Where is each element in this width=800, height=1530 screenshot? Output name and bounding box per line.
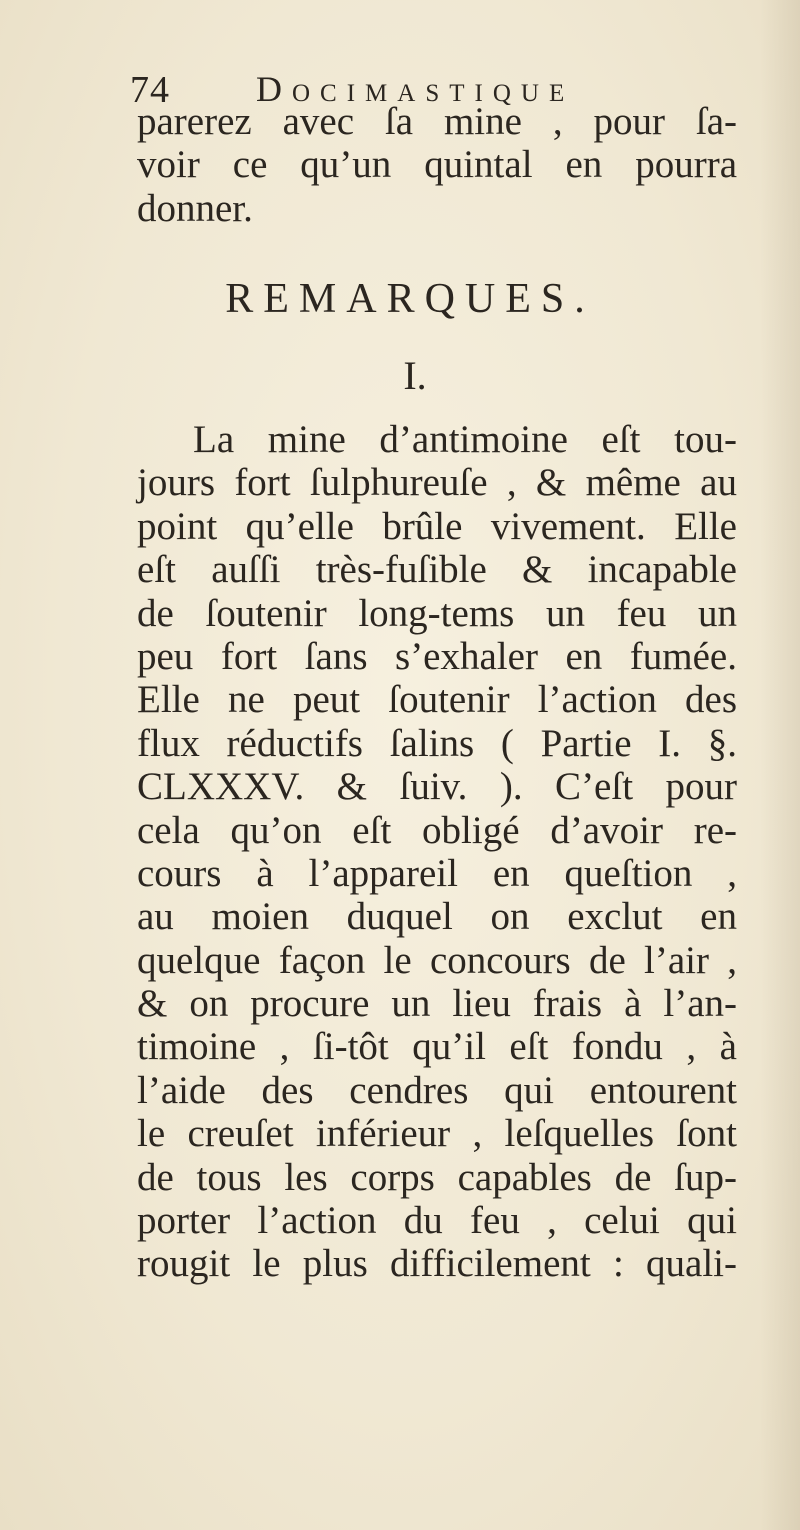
text-line: jours fort ſulphureuſe , & même au	[137, 461, 737, 505]
text-line: porter l’action du feu , celui qui	[137, 1199, 737, 1243]
running-title: Docimastique	[256, 69, 575, 109]
text-line: de tous les corps capables de ſup-	[137, 1155, 737, 1199]
text-line: quelque façon le concours de l’air ,	[137, 938, 737, 982]
intro-paragraph	[137, 100, 737, 230]
text-line: le creuſet inférieur , leſquelles ſont	[137, 1112, 737, 1156]
text-line: point qu’elle brûle vivement. Elle	[137, 504, 737, 548]
page-number: 74	[130, 69, 170, 111]
section-numeral: I.	[403, 353, 427, 398]
text-line: & on procure un lieu frais à l’an-	[137, 982, 737, 1026]
text-line: voir ce qu’un quintal en pourra	[137, 143, 737, 187]
text-line: La mine d’antimoine eſt tou-	[193, 418, 737, 461]
text-line: rougit le plus difficilement : quali-	[137, 1242, 737, 1286]
text-line: parerez avec ſa mine , pour ſa-	[137, 100, 737, 143]
text-line: cours à l’appareil en queſtion ,	[137, 851, 737, 895]
text-line: l’aide des cendres qui entourent	[137, 1068, 737, 1112]
text-line: au moien duquel on exclut en	[137, 895, 737, 939]
text-line: de ſoutenir long-tems un feu un	[137, 591, 737, 635]
text-line: cela qu’on eſt obligé d’avoir re-	[137, 808, 737, 852]
text-line: peu fort ſans s’exhaler en fumée.	[137, 634, 737, 678]
text-line: timoine , ſi-tôt qu’il eſt fondu , à	[137, 1025, 737, 1069]
main-paragraph	[137, 418, 737, 1286]
text-line: Elle ne peut ſoutenir l’action des	[137, 678, 737, 722]
text-line: donner.	[137, 186, 253, 230]
section-heading: REMARQUES.	[225, 276, 595, 322]
text-line: CLXXXV. & ſuiv. ). C’eſt pour	[137, 765, 737, 809]
text-line: flux réductifs ſalins ( Partie I. §.	[137, 721, 737, 765]
text-line: eſt auſſi très-fuſible & incapable	[137, 548, 737, 592]
